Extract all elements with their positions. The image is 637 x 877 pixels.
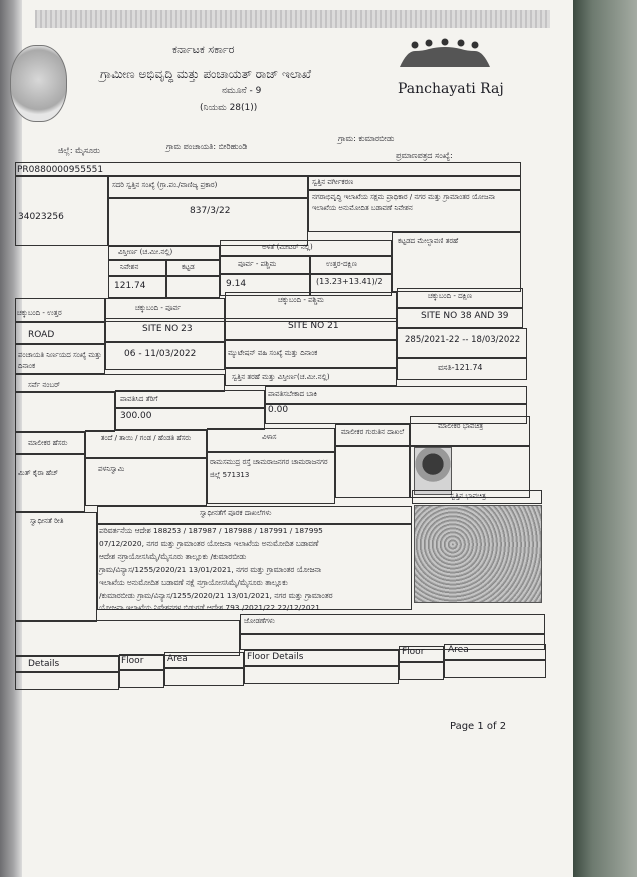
id-doc-cell xyxy=(335,446,410,498)
certificate-number-label: ಪ್ರಮಾಣಪತ್ರದ ಸಂಖ್ಯೆ: xyxy=(396,151,453,160)
dept-title: ಗ್ರಾಮೀಣ ಅಭಿವೃದ್ಧಿ ಮತ್ತು ಪಂಚಾಯತ್ ರಾಜ್ ಇಲಾಖೆ xyxy=(100,67,312,81)
acq-docs-label: ಸ್ವಾಧೀನತೆಗೆ ಪೂರಕ ದಾಖಲೆಗಳು xyxy=(200,509,272,517)
acq-line: /ಕುಮಾರಬೀಡು ಗ್ರಾಮ/ವಿನ್ಯಾಸ/1255/2020/21 13/01/2021, ನಗರ ಮತ್ತು ಗ್ರಾಮಾಂತರ xyxy=(99,591,333,600)
property-no-label: ಸದರಿ ಸ್ವತ್ತಿನ ಸಂಖ್ಯೆ (ಗ್ರಾ.ಪಂ./ವಾಣಿಜ್ಯ ಪ್ರಕಾರ) xyxy=(112,181,218,189)
acq-line: ಯೋಜನಾ ಇಲಾಖೆಯ ನಿವೇಶನಗಳ ಬಿಡುಗಡೆ ಆದೇಶ 793 /2021/22 22/12/2021 xyxy=(99,603,320,612)
acq-line: ಆದೇಶ ನಗ್ರಾಯೋಸಸಿಮೈ/ಮೈಸೂರು ತಾಲ್ಲೂಕು /ಕುಮಾರಬೀಡು xyxy=(99,552,247,561)
owner-name: ಮಿತ್ ಕೈರಾ ಹೆಚ್ xyxy=(18,469,59,477)
mutation-label: ಮ್ಯುಟೇಷನ್ ವಹಿ ಸಂಖ್ಯೆ ಮತ್ತು ದಿನಾಂಕ xyxy=(228,349,318,357)
south-value: SITE NO 38 AND 39 xyxy=(421,311,509,321)
rule-number: (ನಿಯಮ 28(1)) xyxy=(200,103,258,113)
page-number: Page 1 of 2 xyxy=(450,721,507,732)
ew-value: 9.14 xyxy=(226,279,247,289)
acq-line: ಇಲಾಖೆಯ ಅನುಮೋದಿತ ಬಡಾವಣೆ ನಕ್ಷೆ ನಗ್ರಾಯೋಸಸಿಮೈ/ಮೈಸೂರು ತಾಲ್ಲೂಕು xyxy=(99,578,288,587)
mutation-value: 285/2021-22 -- 18/03/2022 xyxy=(405,335,521,345)
gp-label: ಗ್ರಾಮ ಪಂಚಾಯತಿ: ಬೀರಿಹುಂಡಿ xyxy=(166,142,248,151)
survey-label: ಸರ್ವೆ ನಂಬರ್ xyxy=(28,381,61,389)
owner-name-label: ಮಾಲೀಕರ ಹೆಸರು xyxy=(28,439,68,447)
details-label: Details xyxy=(28,659,60,669)
owner-photo-label: ಮಾಲೀಕರ ಭಾವಚಿತ್ರ xyxy=(438,422,484,430)
acq-line: 07/12/2020, ನಗರ ಮತ್ತು ಗ್ರಾಮಾಂತರ ಯೋಜನಾ ಇಲಾಖೆಯ ಅನುಮೋದಿತ ಬಡಾವಣೆ xyxy=(99,539,319,548)
panchayati-raj-logo-icon xyxy=(395,37,495,82)
floors-title: ಜೋಡಣೆಗಳು xyxy=(244,617,275,625)
north-value: ROAD xyxy=(28,330,55,340)
tax-due-value: 0.00 xyxy=(268,405,289,415)
west-value: SITE NO 21 xyxy=(288,321,339,331)
id-doc-label: ಮಾಲೀಕರ ಗುರುತಿನ ದಾಖಲೆ xyxy=(340,428,405,436)
floors-row-cell xyxy=(15,672,119,690)
govt-title: ಕರ್ನಾಟಕ ಸರ್ಕಾರ xyxy=(172,43,235,56)
resolution-label: ಪಂಚಾಯತಿ ನಿರ್ಣಯದ ಸಂಖ್ಯೆ ಮತ್ತು ದಿನಾಂಕ xyxy=(18,351,102,370)
village-label: ಗ್ರಾಮ: ಕುಮಾರಬೀಡು xyxy=(338,134,395,143)
floor-details-label: Floor Details xyxy=(247,652,304,662)
record-id: PR0880000955551 xyxy=(17,165,104,175)
area2-label: Area xyxy=(448,645,469,655)
owner-photo-header xyxy=(410,416,530,446)
owner-photo xyxy=(414,447,452,495)
tax-paid-value: 300.00 xyxy=(120,411,152,421)
building-type-label: ಕಟ್ಟಡದ ಮೇಲ್ಛಾವಣಿ ತರಹೆ xyxy=(398,237,459,245)
floors-row-cell xyxy=(399,662,444,680)
district-label: ಜಿಲ್ಲೆ: ಮೈಸೂರು xyxy=(58,146,100,155)
ns-label: ಉತ್ತರ-ದಕ್ಷಿಣ xyxy=(326,260,357,268)
property-photo-label: ಸ್ವತ್ತಿನ ಭಾವಚಿತ್ರ xyxy=(450,492,486,500)
type-area-value: ವಸತಿ-121.74 xyxy=(438,363,483,372)
south-label: ಚಕ್ಕುಬಂದಿ - ದಕ್ಷಿಣ xyxy=(428,292,473,300)
site-label: ನಿವೇಶನ xyxy=(120,263,139,271)
area-col-label: Area xyxy=(167,654,188,664)
resolution-value: 06 - 11/03/2022 xyxy=(124,349,197,359)
floors-title-cell xyxy=(240,614,545,634)
floor2-label: Floor xyxy=(402,647,425,657)
tax-paid-label: ಪಾವತಿಸಿದ ತೆರಿಗೆ xyxy=(120,395,158,403)
classification-text: ನಗರಾಭಿವೃದ್ಧಿ ಇಲಾಖೆಯ ಸಕ್ಷಮ ಪ್ರಾಧಿಕಾರ / ನಗರ ಮತ್ತು ಗ್ರಾಮಾಂತರ ಯೋಜನಾ ಇಲಾಖೆಯ ಅನುಮೋದಿತ ಬಡಾವಣೆ ನಿವೇಶನ xyxy=(312,193,495,212)
floor-label: Floor xyxy=(121,656,144,666)
building-label: ಕಟ್ಟಡ xyxy=(182,263,195,271)
background-edge xyxy=(573,0,637,877)
acq-method-label: ಸ್ವಾಧೀನತೆ ರೀತಿ xyxy=(30,517,64,525)
scan-noise-band xyxy=(35,10,550,28)
area-label: ವಿಸ್ತೀರ್ಣ (ಚ.ಮೀ.ನಲ್ಲಿ) xyxy=(118,248,173,256)
acq-line: ಗ್ರಾಮ/ವಿನ್ಯಾಸ/1255/2020/21 13/01/2021, ನಗರ ಮತ್ತು ಗ್ರಾಮಾಂತರ ಯೋಜನಾ xyxy=(99,565,322,574)
type-area-label: ಸ್ವತ್ತಿನ ತರಹೆ ಮತ್ತು ವಿಸ್ತೀರ್ಣ(ಚ.ಮೀ.ನಲ್ಲಿ) xyxy=(232,373,330,381)
property-code: 34023256 xyxy=(18,212,64,222)
building-area-cell xyxy=(166,276,220,298)
property-photo xyxy=(414,505,542,603)
floors-row-cell xyxy=(119,670,164,688)
east-label: ಚಕ್ಕುಬಂದಿ - ಪೂರ್ವ xyxy=(135,304,181,312)
form-number: ನಮೂನೆ - 9 xyxy=(222,86,262,96)
tax-blank-cell xyxy=(15,392,115,432)
north-label: ಚಕ್ಕುಬಂದಿ - ಉತ್ತರ xyxy=(17,309,62,317)
father-label: ತಂದೆ / ತಾಯಿ / ಗಂಡ / ಹೆಂಡತಿ ಹೆಸರು xyxy=(100,434,192,442)
west-label: ಚಕ್ಕುಬಂದಿ - ಪಶ್ಚಿಮ xyxy=(278,296,324,304)
logo-text: Panchayati Raj xyxy=(398,81,504,97)
floors-row-cell xyxy=(164,668,244,686)
acq-line: ಪರಿವರ್ತನೆಯ ಆದೇಶ 188253 / 187987 / 187988 / 187991 / 187995 xyxy=(99,526,323,535)
father-name: ಪಳನಿಸ್ವಾಮಿ xyxy=(98,465,125,473)
site-area: 121.74 xyxy=(114,281,146,291)
acq-method-cell xyxy=(15,512,97,622)
address-label: ವಿಳಾಸ xyxy=(262,433,277,441)
property-no: 837/3/22 xyxy=(190,206,231,216)
dims-label: ಅಳತೆ (ಮೀಟರ್ ನಲ್ಲಿ) xyxy=(262,243,313,251)
ew-label: ಪೂರ್ವ - ಪಶ್ಚಿಮ xyxy=(238,260,277,268)
floors-row-cell xyxy=(444,660,546,678)
floors-blank-cell xyxy=(15,620,240,656)
classification-label: ಸ್ವತ್ತಿನ ವರ್ಗೀಕರಣ xyxy=(312,178,354,186)
ns-value: (13.23+13.41)/2 xyxy=(316,277,383,286)
owner-address: ರಾಮಸಮುದ್ರ ರಸ್ತೆ ಚಾಮರಾಜನಗರ ಚಾಮರಾಜನಗರ ಜಿಲ್ಲೆ 571313 xyxy=(210,458,328,479)
government-seal-icon xyxy=(10,45,67,122)
owner-name-cell xyxy=(15,454,85,512)
tax-due-label: ಪಾವತಿಸಬೇಕಾದ ಬಾಕಿ xyxy=(268,390,317,398)
property-code-cell xyxy=(15,176,108,246)
east-value: SITE NO 23 xyxy=(142,324,193,334)
floors-row-cell xyxy=(244,666,399,684)
